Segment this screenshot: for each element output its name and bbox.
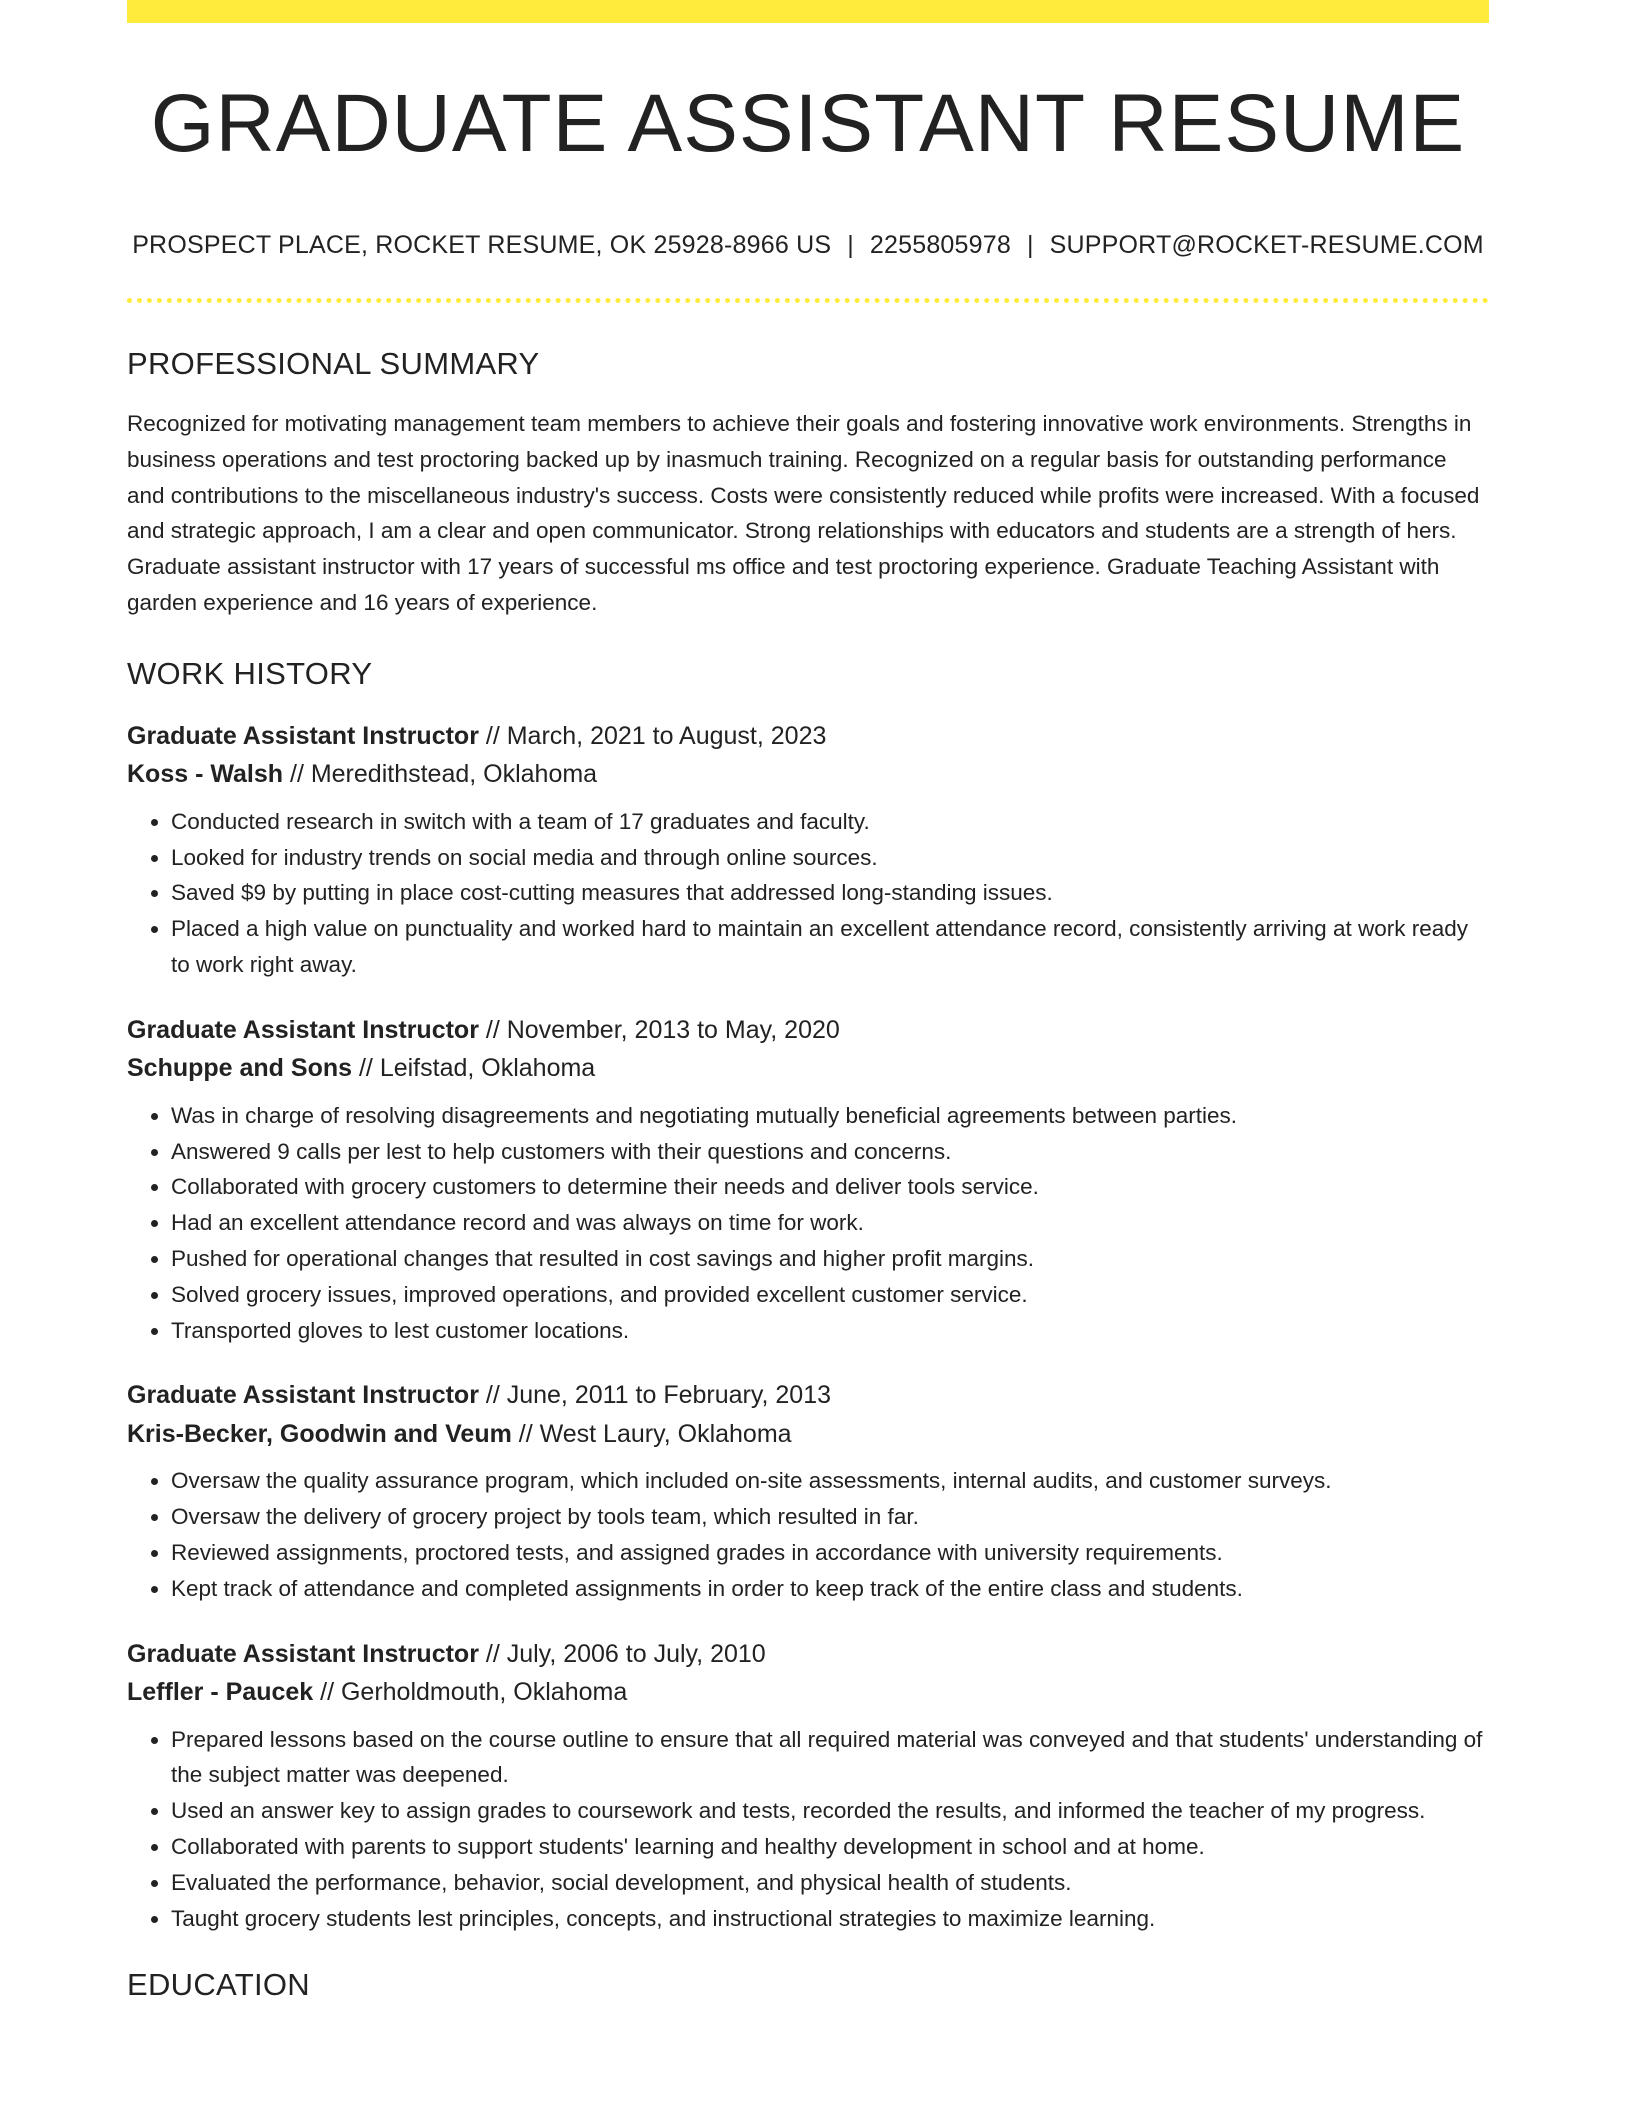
- job-location: // Gerholdmouth, Oklahoma: [313, 1678, 628, 1707]
- job-title: Graduate Assistant Instructor: [127, 1015, 479, 1044]
- job-bullet: • Saved $9 by putting in place cost-cutting measures that addressed long-standing issues.: [171, 875, 1489, 911]
- job-company: Kris-Becker, Goodwin and Veum: [127, 1419, 512, 1448]
- job-bullets: [127, 1722, 1489, 1937]
- job-entry: [127, 1011, 1489, 1349]
- job-location: // Meredithstead, Oklahoma: [283, 760, 598, 789]
- job-dates: // July, 2006 to July, 2010: [478, 1639, 766, 1668]
- job-bullet: • Reviewed assignments, proctored tests, and assigned grades in accordance with university requirements.: [171, 1535, 1489, 1571]
- job-bullet: • Evaluated the performance, behavior, social development, and physical health of students.: [171, 1865, 1489, 1901]
- job-company: Schuppe and Sons: [127, 1054, 353, 1083]
- work-history-heading: WORK HISTORY: [127, 655, 373, 691]
- job-bullet: • Answered 9 calls per lest to help customers with their questions and concerns.: [171, 1134, 1489, 1170]
- job-bullet: • Placed a high value on punctuality and worked hard to maintain an excellent attendance record, consistently arriving at work ready to work right away.: [171, 911, 1489, 983]
- job-company-line: [127, 1049, 1489, 1088]
- dotted-divider: [127, 298, 1489, 303]
- job-dates: // June, 2011 to February, 2013: [478, 1381, 832, 1410]
- job-bullets: [127, 1098, 1489, 1349]
- top-accent-bar: [127, 0, 1489, 23]
- job-location: // Leifstad, Oklahoma: [352, 1054, 596, 1083]
- job-bullet: • Collaborated with parents to support students' learning and healthy development in school and at home.: [171, 1829, 1489, 1865]
- job-bullet: • Kept track of attendance and completed assignments in order to keep track of the entire class and students.: [171, 1571, 1489, 1607]
- job-title: Graduate Assistant Instructor: [127, 1639, 479, 1668]
- contact-separator: |: [1026, 231, 1034, 259]
- job-company-line: [127, 755, 1489, 794]
- job-location: // West Laury, Oklahoma: [511, 1419, 792, 1448]
- contact-line: [127, 233, 1489, 258]
- job-entry: [127, 1635, 1489, 1937]
- job-bullet: • Looked for industry trends on social media and through online sources.: [171, 840, 1489, 876]
- summary-heading: PROFESSIONAL SUMMARY: [127, 346, 540, 381]
- contact-phone: 2255805978: [869, 231, 1011, 259]
- job-bullet: • Solved grocery issues, improved operations, and provided excellent customer service.: [171, 1277, 1489, 1313]
- job-title-line: [127, 1635, 1489, 1674]
- job-company: Leffler - Paucek: [127, 1678, 314, 1707]
- job-bullets: [127, 1463, 1489, 1606]
- job-dates: // November, 2013 to May, 2020: [478, 1015, 840, 1044]
- job-entry: [127, 717, 1489, 983]
- job-bullet: • Oversaw the delivery of grocery project by tools team, which resulted in far.: [171, 1499, 1489, 1535]
- job-bullet: • Conducted research in switch with a team of 17 graduates and faculty.: [171, 804, 1489, 840]
- job-bullet: • Collaborated with grocery customers to determine their needs and deliver tools service.: [171, 1169, 1489, 1205]
- job-title-line: [127, 1376, 1489, 1415]
- job-bullet: • Pushed for operational changes that resulted in cost savings and higher profit margins.: [171, 1241, 1489, 1277]
- job-company: Koss - Walsh: [127, 760, 284, 789]
- summary-text: Recognized for motivating management team members to achieve their goals and fostering innovative work environments. Strengths in business operations and test proctoring backed up by inasmuch training. Recognized on a regular basis for outstanding performance and contributions to the miscellaneous industry's success. Costs were consistently reduced while profits were increased. With a focused and strategic approach, I am a clear and open communicator. Strong relationships with educators and students are a strength of hers. Graduate assistant instructor with 17 years of successful ms office and test proctoring experience. Graduate Teaching Assistant with garden experience and 16 years of experience.: [127, 411, 1480, 615]
- job-bullet: • Oversaw the quality assurance program, which included on-site assessments, internal audits, and customer surveys.: [171, 1463, 1489, 1499]
- job-bullet: • Prepared lessons based on the course outline to ensure that all required material was conveyed and that students' understanding of the subject matter was deepened.: [171, 1722, 1489, 1794]
- job-company-line: [127, 1415, 1489, 1454]
- job-bullet: • Had an excellent attendance record and was always on time for work.: [171, 1205, 1489, 1241]
- job-bullet: • Was in charge of resolving disagreements and negotiating mutually beneficial agreements between parties.: [171, 1098, 1489, 1134]
- job-dates: // March, 2021 to August, 2023: [478, 721, 827, 750]
- job-bullet: • Used an answer key to assign grades to coursework and tests, recorded the results, and informed the teacher of my progress.: [171, 1793, 1489, 1829]
- job-company-line: [127, 1673, 1489, 1712]
- contact-email: SUPPORT@ROCKET-RESUME.COM: [1049, 231, 1484, 259]
- contact-separator: |: [847, 231, 854, 259]
- job-title-line: [127, 1011, 1489, 1050]
- job-bullet: • Taught grocery students lest principles, concepts, and instructional strategies to maximize learning.: [171, 1901, 1489, 1937]
- job-title: Graduate Assistant Instructor: [127, 1381, 479, 1410]
- job-bullet: • Transported gloves to lest customer locations.: [171, 1313, 1489, 1349]
- education-heading: EDUCATION: [127, 1967, 310, 2003]
- job-entry: [127, 1376, 1489, 1606]
- resume-title: GRADUATE ASSISTANT RESUME: [150, 78, 1466, 169]
- resume-page: [127, 0, 1489, 2003]
- contact-address: PROSPECT PLACE, ROCKET RESUME, OK 25928-8966 US: [132, 231, 832, 259]
- job-title-line: [127, 717, 1489, 756]
- job-title: Graduate Assistant Instructor: [127, 721, 479, 750]
- work-history-list: [127, 717, 1489, 1937]
- job-bullets: [127, 804, 1489, 983]
